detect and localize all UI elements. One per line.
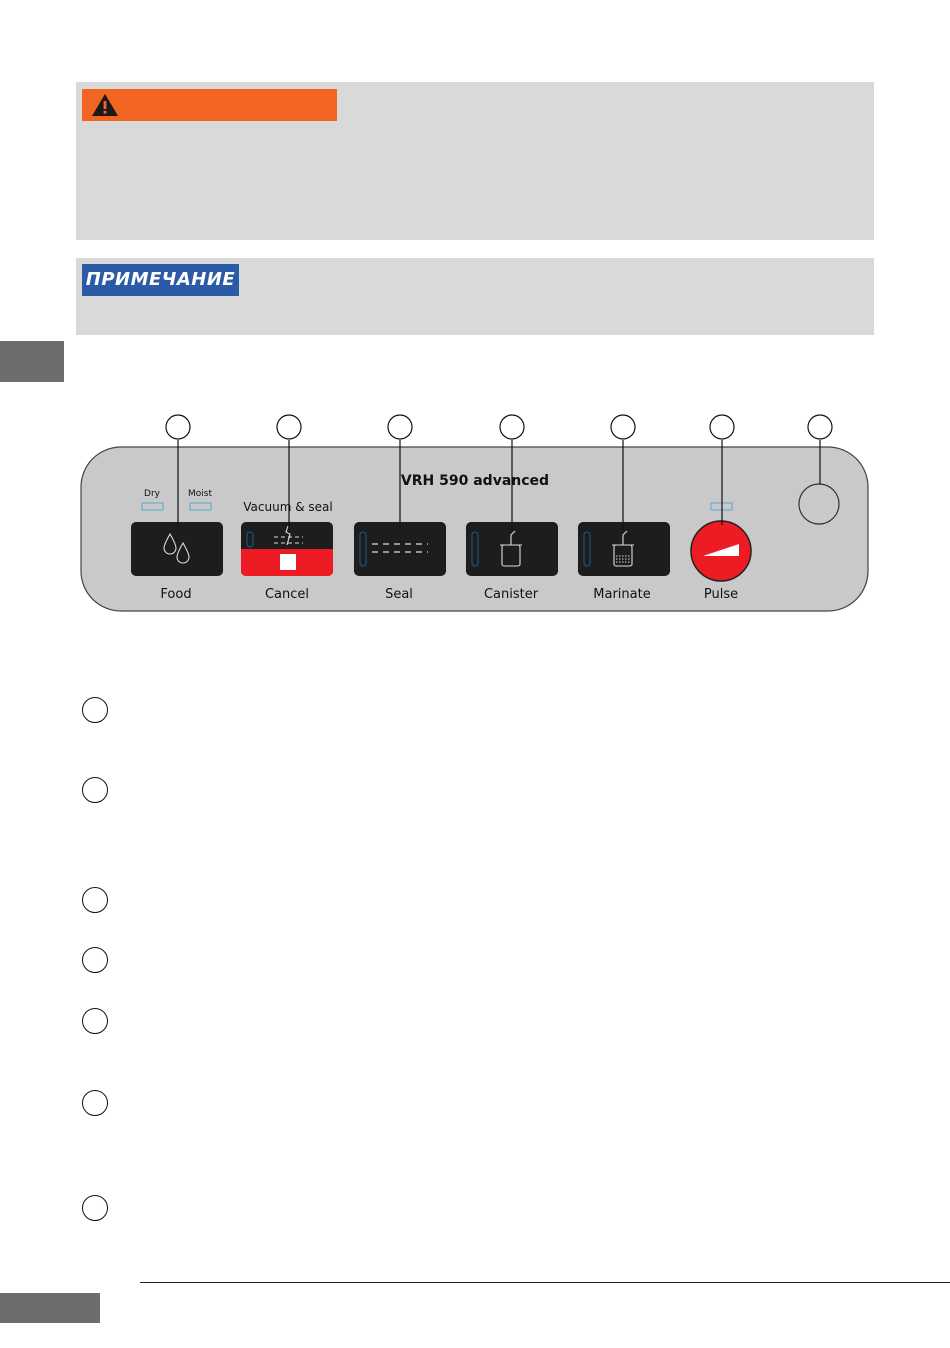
marinate-label: Marinate <box>593 587 651 602</box>
power-button[interactable] <box>799 484 839 524</box>
list-callout-6 <box>82 1090 108 1116</box>
callout-4 <box>500 415 524 439</box>
canister-button[interactable] <box>466 522 558 576</box>
vacuum-seal-label: Vacuum & seal <box>243 500 333 514</box>
control-panel-diagram <box>0 0 950 640</box>
callout-2 <box>277 415 301 439</box>
cancel-button[interactable] <box>241 522 333 576</box>
callout-5 <box>611 415 635 439</box>
model-name: VRH 590 advanced <box>400 473 550 489</box>
page-tab <box>0 1293 100 1323</box>
callout-1 <box>166 415 190 439</box>
food-button[interactable] <box>131 522 223 576</box>
cancel-label: Cancel <box>264 587 310 602</box>
pulse-button[interactable] <box>691 521 751 581</box>
marinate-button[interactable] <box>578 522 670 576</box>
canister-label: Canister <box>483 587 539 602</box>
list-callout-1 <box>82 697 108 723</box>
pulse-label: Pulse <box>703 587 739 602</box>
footer-rule <box>140 1282 950 1283</box>
list-callout-5 <box>82 1008 108 1034</box>
list-callout-4 <box>82 947 108 973</box>
seal-label: Seal <box>385 587 413 602</box>
callout-3 <box>388 415 412 439</box>
dry-label: Dry <box>144 489 160 499</box>
seal-button[interactable] <box>354 522 446 576</box>
callout-7 <box>808 415 832 439</box>
list-callout-7 <box>82 1195 108 1221</box>
food-label: Food <box>160 587 192 602</box>
moist-label: Moist <box>188 489 212 499</box>
callout-6 <box>710 415 734 439</box>
stop-icon <box>280 554 296 570</box>
note-banner: ПРИМЕЧАНИЕ <box>82 264 239 296</box>
list-callout-2 <box>82 777 108 803</box>
list-callout-3 <box>82 887 108 913</box>
